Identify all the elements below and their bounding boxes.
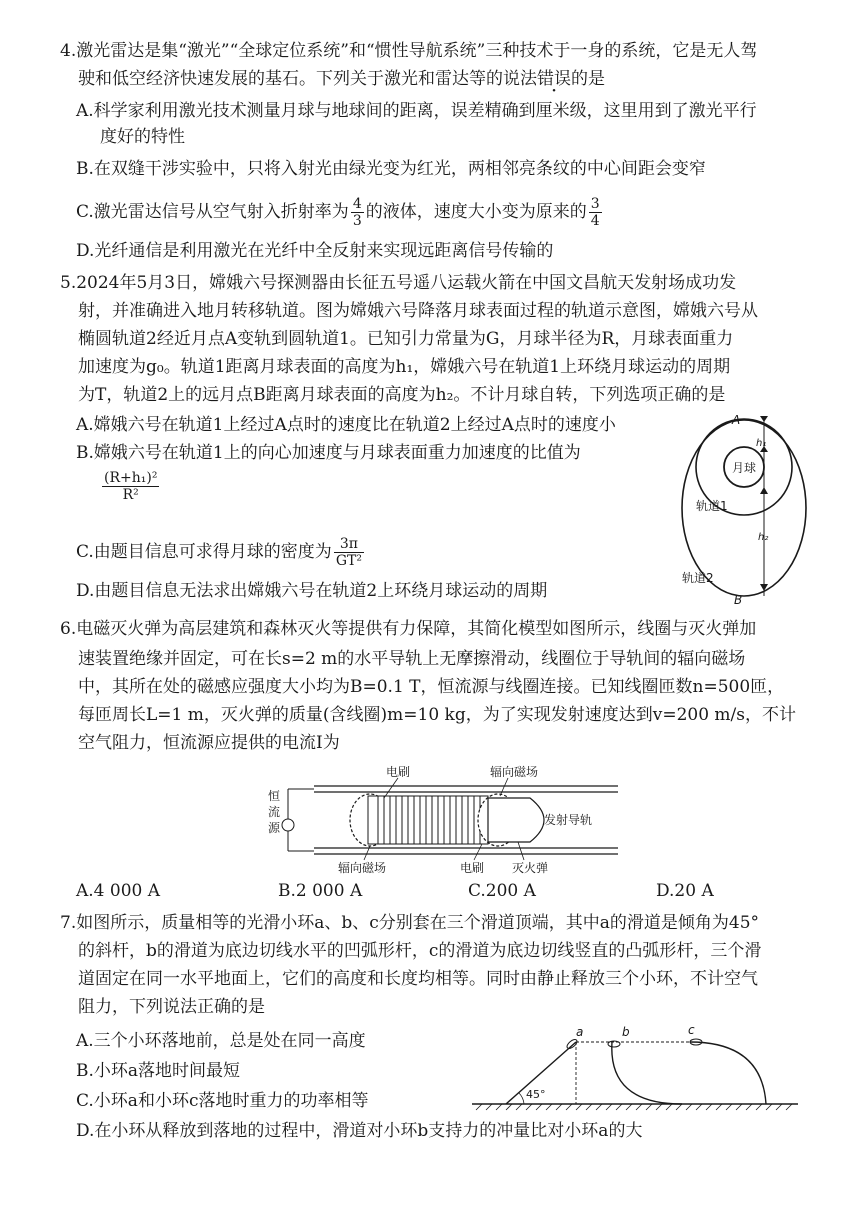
source-label-2: 流 [268,805,281,819]
ground-hatching [476,1104,792,1110]
q5-option-c [76,536,366,569]
ring-c-label: c [688,1024,695,1037]
coil-body [368,796,488,844]
q7-option-a: A.三个小环落地前，总是处在同一高度 [76,1031,366,1051]
slides-diagram [472,1024,802,1116]
q5-stem-line1: 5.2024年5月3日，嫦娥六号探测器由长征五号遥八运载火箭在中国文昌航天发射场成功发 [60,273,737,293]
q5-option-c-fraction [334,536,364,569]
field-top-label: 辐向磁场 [490,765,539,779]
q4-stem-line2 [78,68,605,90]
q6-stem-line4: 每匝周长L=1 m，灭火弹的质量(含线圈)m=10 kg，为了实现发射速度达到v=200 m/s，不计 [78,705,796,725]
fraction-numerator: 4 [352,196,362,212]
h2-label: h₂ [758,532,769,543]
q5-stem-line5: 为T，轨道2上的远月点B距离月球表面的高度为h₂。不计月球自转，下列选项正确的是 [78,385,726,405]
q6-stem-line3: 中，其所在处的磁感应强度大小均为B=0.1 T，恒流源与线圈连接。已知线圈匝数n=500匝， [78,677,785,697]
launcher-diagram [268,760,628,876]
field-bottom-label: 辐向磁场 [338,861,387,875]
q6-option-a: A.4 000 A [76,881,161,901]
ring-a-label: a [576,1025,584,1039]
q5-option-b-fraction-box [102,470,159,503]
orbit2-label: 轨道2 [682,571,714,585]
brush-top-label: 电刷 [386,765,411,779]
ring-a-icon [565,1038,578,1050]
point-b-label: B [734,593,743,607]
q4-option-c-pre: C.激光雷达信号从空气射入折射率为 [76,202,349,222]
q7-option-c: C.小环a和小环c落地时重力的功率相等 [76,1091,369,1111]
q7-stem-line2: 的斜杆，b的滑道为底边切线水平的凹弧形杆，c的滑道为底边切线竖直的凸弧形杆，三个滑 [78,941,762,961]
brush-bottom-label: 电刷 [460,861,485,875]
fraction-denominator: GT² [335,553,362,569]
q6-option-c: C.200 A [468,881,536,901]
q5-option-a: A.嫦娥六号在轨道1上经过A点时的速度比在轨道2上经过A点时的速度小 [76,415,616,435]
source-icon [282,819,294,831]
q6-stem-line2: 速装置绝缘并固定，可在长s=2 m的水平导轨上无摩擦滑动，线圈位于导轨间的辐向磁场 [78,649,746,669]
fraction-numerator: (R+h₁)² [104,470,158,486]
q4-option-c-fraction-2 [589,196,602,229]
q5-option-b: B.嫦娥六号在轨道1上的向心加速度与月球表面重力加速度的比值为 [76,443,581,463]
q7-stem-line1: 7.如图所示，质量相等的光滑小环a、b、c分别套在三个滑道顶端，其中a的滑道是倾角为45° [60,913,760,933]
q4-option-d: D.光纤通信是利用激光在光纤中全反射来实现远距离信号传输的 [76,241,554,261]
source-label-3: 源 [268,821,281,835]
q4-option-c-mid: 的液体，速度大小变为原来的 [365,202,587,222]
q6-stem-line5: 空气阻力，恒流源应提供的电流I为 [78,733,340,753]
fraction-numerator: 3π [334,536,364,553]
q6-stem-line1: 6.电磁灭火弹为高层建筑和森林灭火等提供有力保障，其简化模型如图所示，线圈与灭火弹加 [60,619,757,639]
moon-label: 月球 [731,461,757,475]
q7-stem-line3: 道固定在同一水平地面上，它们的高度和长度均相等。同时由静止释放三个小环，不计空气 [78,969,758,989]
point-a-label: A [732,413,741,427]
q4-stem-line2-pre: 驶和低空经济快速发展的基石。下列关于激光和雷达等的说法 [78,69,537,89]
q4-option-b: B.在双缝干涉实验中，只将入射光由绿光变为红光，两相邻亮条纹的中心间距会变窄 [76,159,706,179]
source-label-1: 恒 [268,789,281,803]
q5-stem-line4: 加速度为g₀。轨道1距离月球表面的高度为h₁，嫦娥六号在轨道1上环绕月球运动的周期 [78,357,731,377]
q6-option-d: D.20 A [656,881,714,901]
q5-stem-line3: 椭圆轨道2经近月点A变轨到圆轨道1。已知引力常量为G，月球半径为R，月球表面重力 [78,329,734,349]
q4-stem-line2-post: 的是 [571,69,605,89]
fraction-denominator: 3 [352,213,362,229]
q5-option-b-fraction [100,470,161,503]
q4-stem-emphasis: 错误 [537,69,571,89]
q4-option-a-line2: 度好的特性 [100,127,185,147]
q4-option-c [76,196,604,229]
slide-c-arc [690,1042,766,1104]
rail-label: 发射导轨 [544,813,593,827]
slide-b-arc [612,1042,682,1104]
orbit1-label: 轨道1 [696,499,728,513]
h2-arrow-top-icon [760,487,768,494]
angle-label: 45° [526,1088,546,1101]
fraction-numerator: 3 [590,196,600,212]
q7-option-d: D.在小环从释放到落地的过程中，滑道对小环b支持力的冲量比对小环a的大 [76,1121,643,1141]
orbit-diagram [672,412,822,608]
extinguisher-bomb [488,798,544,842]
q5-option-c-pre: C.由题目信息可求得月球的密度为 [76,542,332,562]
q7-stem-line4: 阻力，下列说法正确的是 [78,997,265,1017]
q4-option-a-line1: A.科学家利用激光技术测量月球与地球间的距离，误差精确到厘米级，这里用到了激光平行 [76,101,757,121]
q4-stem-line1: 4.激光雷达是集“激光”“全球定位系统”和“惯性导航系统”三种技术于一身的系统，它是无人驾 [60,41,758,61]
fraction-denominator: 4 [590,213,600,229]
q5-stem-line2: 射，并准确进入地月转移轨道。图为嫦娥六号降落月球表面过程的轨道示意图，嫦娥六号从 [78,301,758,321]
q4-option-c-fraction-1 [351,196,364,229]
fraction-denominator: R² [122,487,139,503]
h1-label: h₁ [756,438,767,449]
q6-option-b: B.2 000 A [278,881,363,901]
bomb-label: 灭火弹 [512,861,549,875]
q7-option-b: B.小环a落地时间最短 [76,1061,241,1081]
h1-arrow-icon [760,416,768,422]
ring-b-label: b [622,1025,630,1039]
q5-option-d: D.由题目信息无法求出嫦娥六号在轨道2上环绕月球运动的周期 [76,581,548,601]
